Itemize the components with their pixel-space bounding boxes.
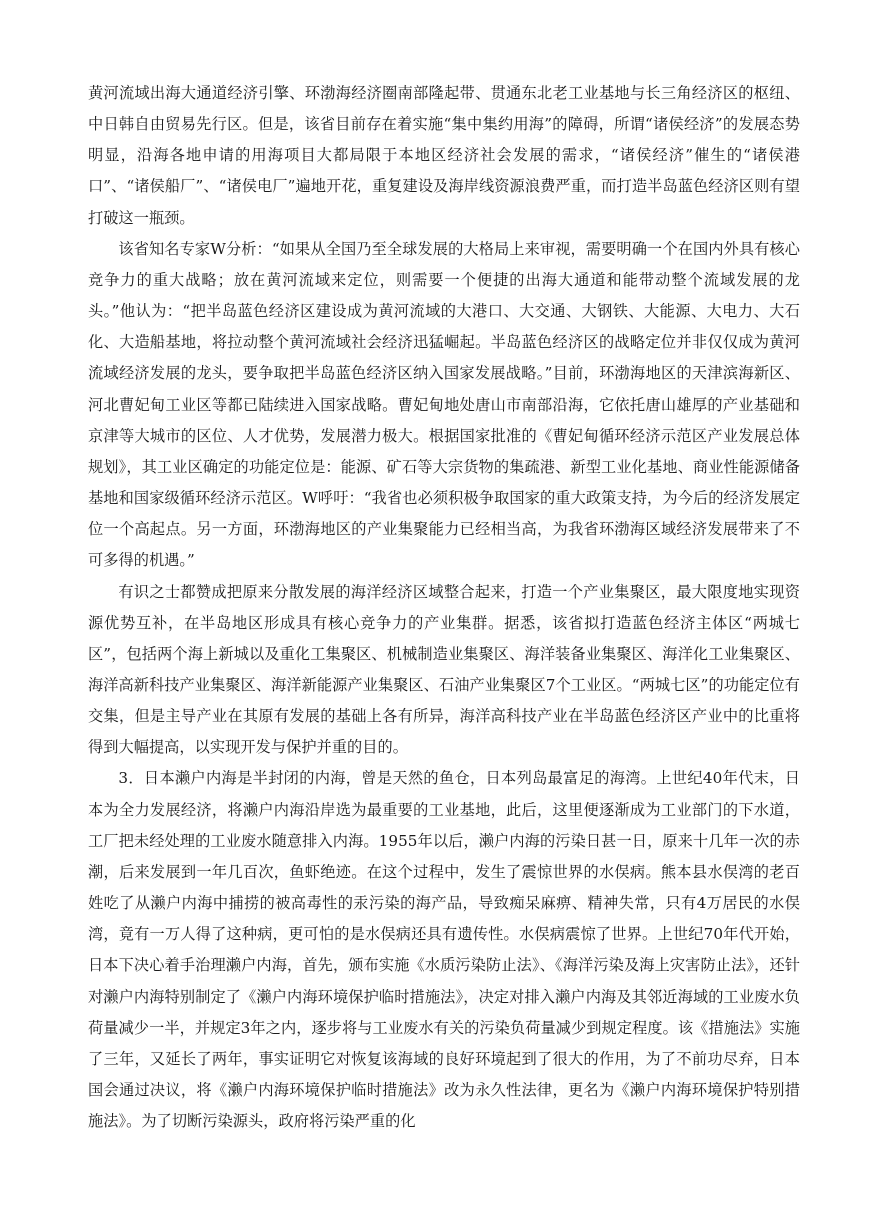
paragraph-expert-analysis: 该省知名专家W分析：“如果从全国乃至全球发展的大格局上来审视，需要明确一个在国内外具有核心竞争力的重大战略；放在黄河流域来定位，则需要一个便捷的出海大通道和能带动整个流域发展的龙头。”他认为：“把半岛蓝色经济区建设成为黄河流域的大港口、大交通、大钢铁、大能源、大电力、大石化、大造船基地，将拉动整个黄河流域社会经济迅猛崛起。半岛蓝色经济区的战略定位并非仅仅成为黄河流域经济发展的龙头，要争取把半岛蓝色经济区纳入国家发展战略。”目前，环渤海地区的天津滨海新区、河北曹妃甸工业区等都已陆续进入国家战略。曹妃甸地处唐山市南部沿海，它依托唐山雄厚的产业基础和京津等大城市的区位、人才优势，发展潜力极大。根据国家批准的《曹妃甸循环经济示范区产业发展总体规划》，其工业区确定的功能定位是：能源、矿石等大宗货物的集疏港、新型工业化基地、商业性能源储备基地和国家级循环经济示范区。W呼吁：“我省也必须积极争取国家的重大政策支持，为今后的经济发展定位一个高起点。另一方面，环渤海地区的产业集聚能力已经相当高，为我省环渤海区域经济发展带来了不可多得的机遇。”: [88, 239, 800, 570]
document-body: [88, 78, 800, 1137]
paragraph-seto-inland-sea: 3．日本濑户内海是半封闭的内海，曾是天然的鱼仓，日本列岛最富足的海湾。上世纪40年代末，日本为全力发展经济，将濑户内海沿岸选为最重要的工业基地，此后，这里便逐渐成为工业部门的下水道，工厂把未经处理的工业废水随意排入内海。1955年以后，濑户内海的污染日甚一日，原来十几年一次的赤潮，后来发展到一年几百次，鱼虾绝迹。在这个过程中，发生了震惊世界的水俣病。熊本县水俣湾的老百姓吃了从濑户内海中捕捞的被高毒性的汞污染的海产品，导致痴呆麻痹、精神失常，只有4万居民的水俣湾，竟有一万人得了这种病，更可怕的是水俣病还具有遗传性。水俣病震惊了世界。上世纪70年代开始，日本下决心着手治理濑户内海，首先，颁布实施《水质污染防止法》、《海洋污染及海上灾害防止法》，还针对濑户内海特别制定了《濑户内海环境保护临时措施法》，决定对排入濑户内海及其邻近海域的工业废水负荷量减少一半，并规定3年之内，逐步将与工业废水有关的污染负荷量减少到规定程度。该《措施法》实施了三年，又延长了两年，事实证明它对恢复该海域的良好环境起到了很大的作用，为了不前功尽弃，日本国会通过决议，将《濑户内海环境保护临时措施法》改为永久性法律，更名为《濑户内海环境保护特别措施法》。为了切断污染源头，政府将污染严重的化: [88, 769, 800, 1131]
paragraph-industry-cluster: 有识之士都赞成把原来分散发展的海洋经济区域整合起来，打造一个产业集聚区，最大限度地实现资源优势互补，在半岛地区形成具有核心竞争力的产业集群。据悉，该省拟打造蓝色经济主体区“两城七区”，包括两个海上新城以及重化工集聚区、机械制造业集聚区、海洋装备业集聚区、海洋化工业集聚区、海洋高新科技产业集聚区、海洋新能源产业集聚区、石油产业集聚区7个工业区。“两城七区”的功能定位有交集，但是主导产业在其原有发展的基础上各有所异，海洋高科技产业在半岛蓝色经济区产业中的比重将得到大幅提高，以实现开发与保护并重的目的。: [88, 582, 800, 757]
paragraph-continuation: 黄河流域出海大通道经济引擎、环渤海经济圈南部隆起带、贯通东北老工业基地与长三角经济区的枢纽、中日韩自由贸易先行区。但是，该省目前存在着实施“集中集约用海”的障碍，所谓“诸侯经济”的发展态势明显，沿海各地申请的用海项目大都局限于本地区经济社会发展的需求，“诸侯经济”催生的“诸侯港口”、“诸侯船厂”、“诸侯电厂”遍地开花，重复建设及海岸线资源浪费严重，而打造半岛蓝色经济区则有望打破这一瓶颈。: [88, 84, 800, 227]
